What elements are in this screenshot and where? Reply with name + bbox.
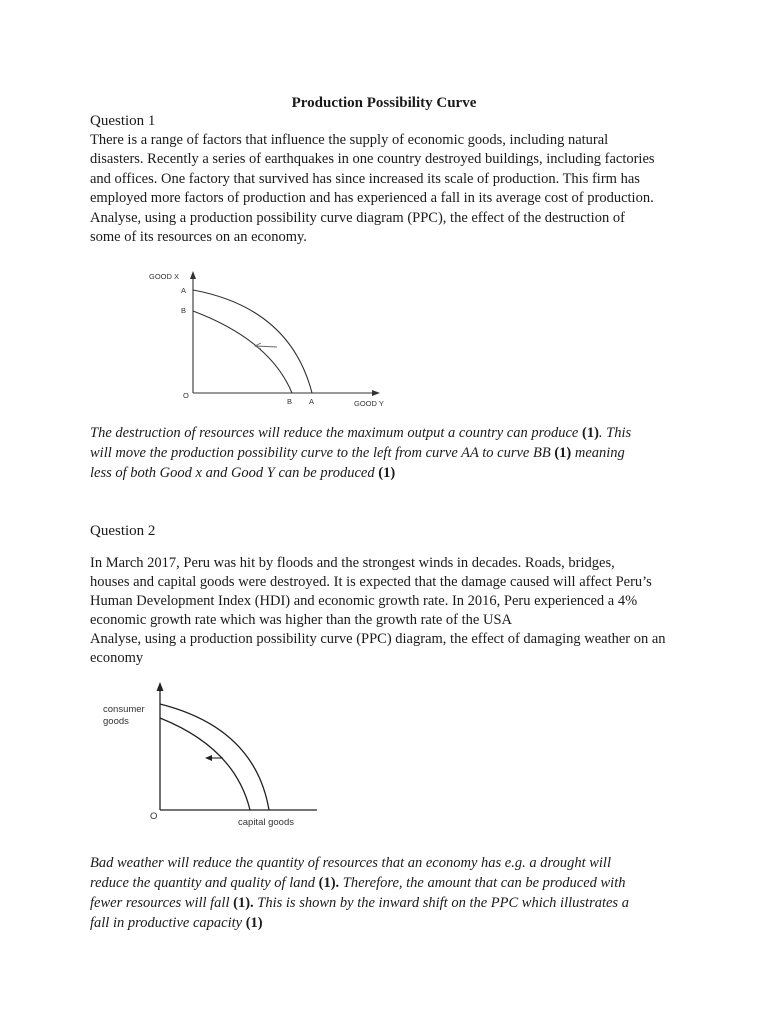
question-1-line: employed more factors of production and has experienced a fall in its average cost of production. [90,190,654,207]
question-2-line: In March 2017, Peru was hit by floods and the strongest winds in decades. Roads, bridges, [90,555,615,571]
shift-arrow [256,346,277,347]
answer-2 [90,853,690,933]
question-1-text [90,131,680,247]
question-2-line: houses and capital goods were destroyed. It is expected that the damage caused will affect Peru’s [90,574,652,590]
x-axis-label: capital goods [238,817,294,828]
ppc-diagram-2 [95,678,325,833]
question-1-line: some of its resources on an economy. [90,229,307,246]
question-1-line: and offices. One factory that survived has since increased its scale of production. This firm has [90,170,640,187]
curve-bb [193,311,292,393]
question-2-text [90,554,680,668]
answer-2-line: reduce the quantity and quality of land (1). Therefore, the amount that can be produced with [90,875,626,891]
shift-arrowhead [205,755,212,761]
question-2-line: Human Development Index (HDI) and economic growth rate. In 2016, Peru experienced a 4% [90,593,638,609]
ppc-diagram-1 [140,265,400,410]
question-1-heading: Question 1 [90,113,156,129]
answer-2-line: fewer resources will fall (1). This is shown by the inward shift on the PPC which illustrates a [90,895,629,911]
question-2-heading: Question 2 [90,523,156,539]
answer-1-line: will move the production possibility curve to the left from curve AA to curve BB (1) meaning [90,445,625,461]
origin-label: O [150,811,158,822]
label-b-y: B [181,306,187,315]
answer-1 [90,423,690,483]
question-1-line: disasters. Recently a series of earthquakes in one country destroyed buildings, including factories [90,151,655,168]
question-1-line: There is a range of factors that influence the supply of economic goods, including natural [90,132,609,148]
question-2-line: economic growth rate which was higher than the growth rate of the USA [90,612,512,628]
x-axis-arrowhead [372,390,380,396]
question-2-line: Analyse, using a production possibility curve (PPC) diagram, the effect of damaging weather on an [90,631,666,647]
y-axis-label-line1: consumer [103,704,145,715]
outer-ppc-curve [160,704,269,810]
label-b-x: B [287,397,293,406]
label-a-x: A [309,397,315,406]
question-2-line: economy [90,650,144,666]
origin-label: O [183,391,189,400]
question-1-line: Analyse, using a production possibility curve diagram (PPC), the effect of the destruction of [90,209,625,226]
x-axis-label: GOOD Y [354,399,384,408]
inner-ppc-curve [160,718,250,810]
y-axis-label: GOOD X [149,272,180,281]
y-axis-label-line2: goods [103,716,129,727]
curve-aa [193,290,312,393]
answer-1-line: less of both Good x and Good Y can be produced (1) [90,465,396,481]
answer-1-line: The destruction of resources will reduce the maximum output a country can produce (1). This [90,425,632,441]
label-a-y: A [181,286,187,295]
page-title: Production Possibility Curve [291,95,477,111]
y-axis-arrowhead [190,271,196,279]
answer-2-line: fall in productive capacity (1) [90,915,263,931]
y-axis-arrowhead [157,682,164,691]
answer-2-line: Bad weather will reduce the quantity of resources that an economy has e.g. a drought will [90,855,611,871]
